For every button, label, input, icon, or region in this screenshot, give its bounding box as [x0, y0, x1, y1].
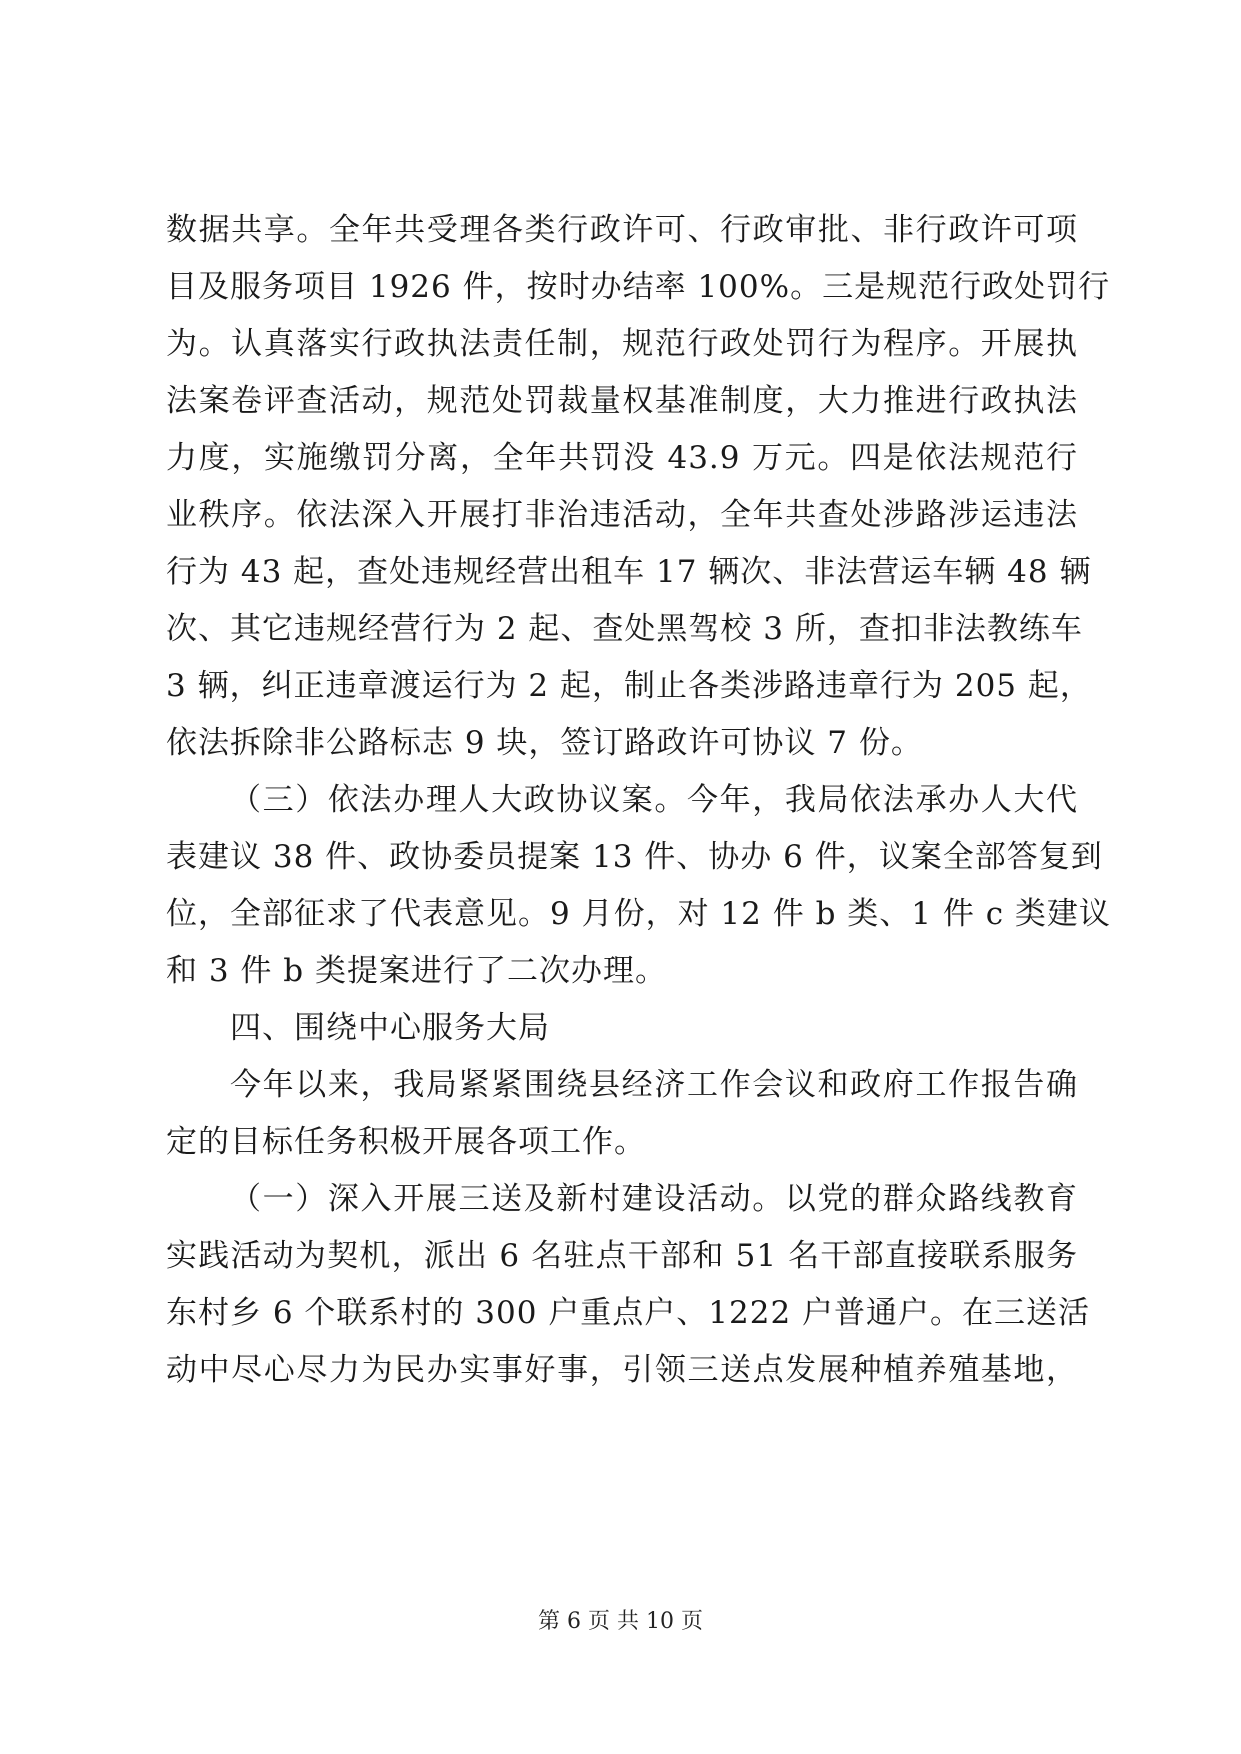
- body-text-line: 实践活动为契机，派出 6 名驻点干部和 51 名干部直接联系服务: [166, 1238, 1078, 1274]
- body-text-line: 和 3 件 b 类提案进行了二次办理。: [166, 953, 667, 989]
- body-text-line: 东村乡 6 个联系村的 300 户重点户、1222 户普通户。在三送活: [166, 1295, 1091, 1331]
- body-text-line: 位，全部征求了代表意见。9 月份，对 12 件 b 类、1 件 c 类建议: [166, 896, 1111, 932]
- body-text-line: 行为 43 起，查处违规经营出租车 17 辆次、非法营运车辆 48 辆: [166, 554, 1092, 590]
- paragraph-first-line: （一）深入开展三送及新村建设活动。以党的群众路线教育: [230, 1181, 1078, 1217]
- body-text-line: 依法拆除非公路标志 9 块，签订路政许可协议 7 份。: [166, 725, 923, 761]
- page-number-footer: 第 6 页 共 10 页: [538, 1609, 703, 1634]
- body-text-line: 3 辆，纠正违章渡运行为 2 起，制止各类涉路违章行为 205 起，: [166, 668, 1092, 704]
- section-heading: 四、围绕中心服务大局: [230, 1010, 550, 1046]
- body-text-line: 表建议 38 件、政协委员提案 13 件、协办 6 件，议案全部答复到: [166, 839, 1103, 875]
- body-text-line: 力度，实施缴罚分离，全年共罚没 43.9 万元。四是依法规范行: [166, 440, 1078, 476]
- body-text-line: 次、其它违规经营行为 2 起、查处黑驾校 3 所，查扣非法教练车: [166, 611, 1083, 647]
- paragraph-first-line: （三）依法办理人大政协议案。今年，我局依法承办人大代: [230, 782, 1078, 818]
- body-text-line: 数据共享。全年共受理各类行政许可、行政审批、非行政许可项: [166, 212, 1078, 248]
- body-text-line: 法案卷评查活动，规范处罚裁量权基准制度，大力推进行政执法: [166, 383, 1078, 419]
- body-text-line: 目及服务项目 1926 件，按时办结率 100%。三是规范行政处罚行: [166, 269, 1111, 305]
- paragraph-first-line: 今年以来，我局紧紧围绕县经济工作会议和政府工作报告确: [230, 1067, 1078, 1103]
- body-text-line: 定的目标任务积极开展各项工作。: [166, 1124, 646, 1160]
- body-text-line: 为。认真落实行政执法责任制，规范行政处罚行为程序。开展执: [166, 326, 1078, 362]
- body-text-line: 动中尽心尽力为民办实事好事，引领三送点发展种植养殖基地，: [166, 1352, 1078, 1388]
- body-text-line: 业秩序。依法深入开展打非治违活动，全年共查处涉路涉运违法: [166, 497, 1078, 533]
